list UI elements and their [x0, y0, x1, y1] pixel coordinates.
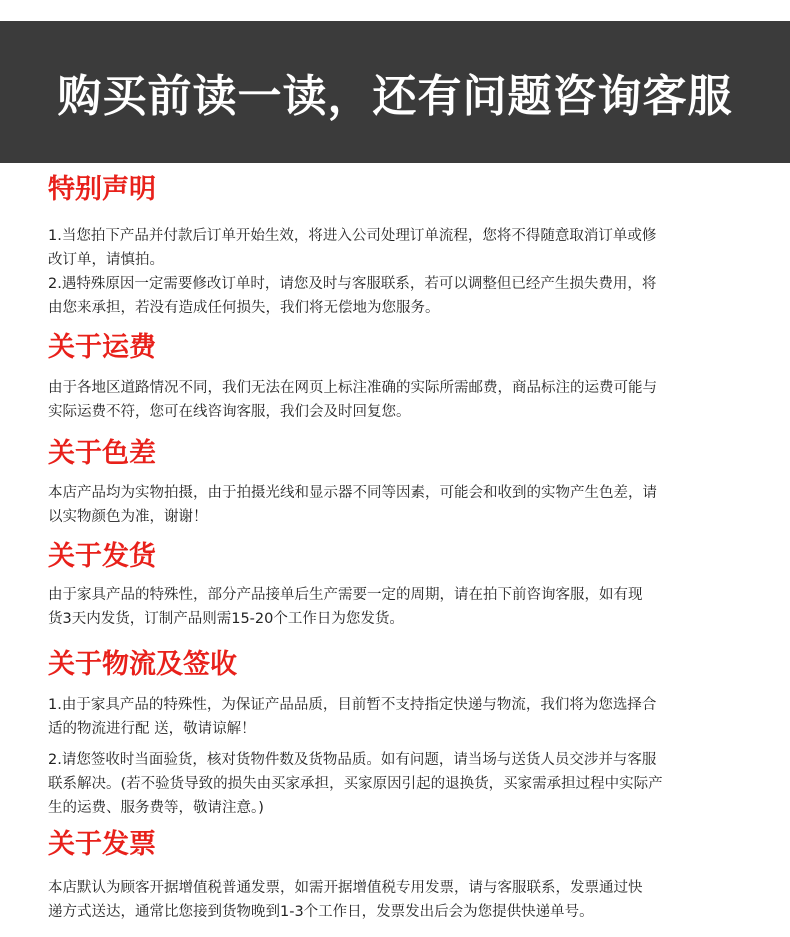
section-title-color-difference: 关于色差 [48, 438, 156, 469]
section-title-invoice: 关于发票 [48, 829, 156, 860]
text-line: 适的物流进行配 送，敬请谅解！ [48, 721, 256, 737]
banner-title: 购买前读一读，还有问题咨询客服 [57, 71, 733, 122]
section-title-shipping-fee: 关于运费 [48, 332, 156, 363]
text-line: 1.当您拍下产品并付款后订单开始生效，将进入公司处理订单流程，您将不得随意取消订单或修 [48, 228, 657, 244]
text-line: 本店产品均为实物拍摄，由于拍摄光线和显示器不同等因素，可能会和收到的实物产生色差，请 [48, 485, 657, 501]
section-paragraph [48, 224, 740, 272]
text-line: 货3天内发货，订制产品则需15-20个工作日为您发货。 [48, 611, 404, 627]
section-paragraph [48, 481, 740, 529]
text-line: 由于各地区道路情况不同，我们无法在网页上标注准确的实际所需邮费，商品标注的运费可能与 [48, 380, 657, 396]
section-title-special-notice: 特别声明 [48, 174, 156, 205]
section-paragraph [48, 748, 740, 820]
section-paragraph [48, 376, 740, 424]
text-line: 以实物颜色为准，谢谢！ [48, 509, 208, 525]
text-line: 2.遇特殊原因一定需要修改订单时，请您及时与客服联系，若可以调整但已经产生损失费用，将 [48, 276, 657, 292]
text-line: 实际运费不符，您可在线咨询客服，我们会及时回复您。 [48, 404, 411, 420]
text-line: 由于家具产品的特殊性，部分产品接单后生产需要一定的周期，请在拍下前咨询客服，如有现 [48, 587, 643, 603]
text-line: 本店默认为顾客开据增值税普通发票，如需开据增值税专用发票，请与客服联系，发票通过快 [48, 880, 643, 896]
text-line: 2.请您签收时当面验货，核对货物件数及货物品质。如有问题，请当场与送货人员交涉并与客服 [48, 752, 657, 768]
section-paragraph [48, 583, 740, 631]
text-line: 1.由于家具产品的特殊性，为保证产品品质，目前暂不支持指定快递与物流，我们将为您选择合 [48, 697, 657, 713]
text-line: 递方式送达，通常比您接到货物晚到1-3个工作日，发票发出后会为您提供快递单号。 [48, 904, 594, 920]
text-line: 联系解决。(若不验货导致的损失由买家承担，买家原因引起的退换货，买家需承担过程中实际产 [48, 776, 663, 792]
section-title-logistics-receipt: 关于物流及签收 [48, 649, 237, 680]
text-line: 生的运费、服务费等，敬请注意。) [48, 800, 264, 816]
section-paragraph [48, 272, 740, 320]
section-paragraph [48, 876, 740, 924]
text-line: 由您来承担，若没有造成任何损失，我们将无偿地为您服务。 [48, 300, 440, 316]
section-title-delivery: 关于发货 [48, 541, 156, 572]
header-banner [0, 21, 790, 163]
text-line: 改订单，请慎拍。 [48, 252, 164, 268]
section-paragraph [48, 693, 740, 741]
